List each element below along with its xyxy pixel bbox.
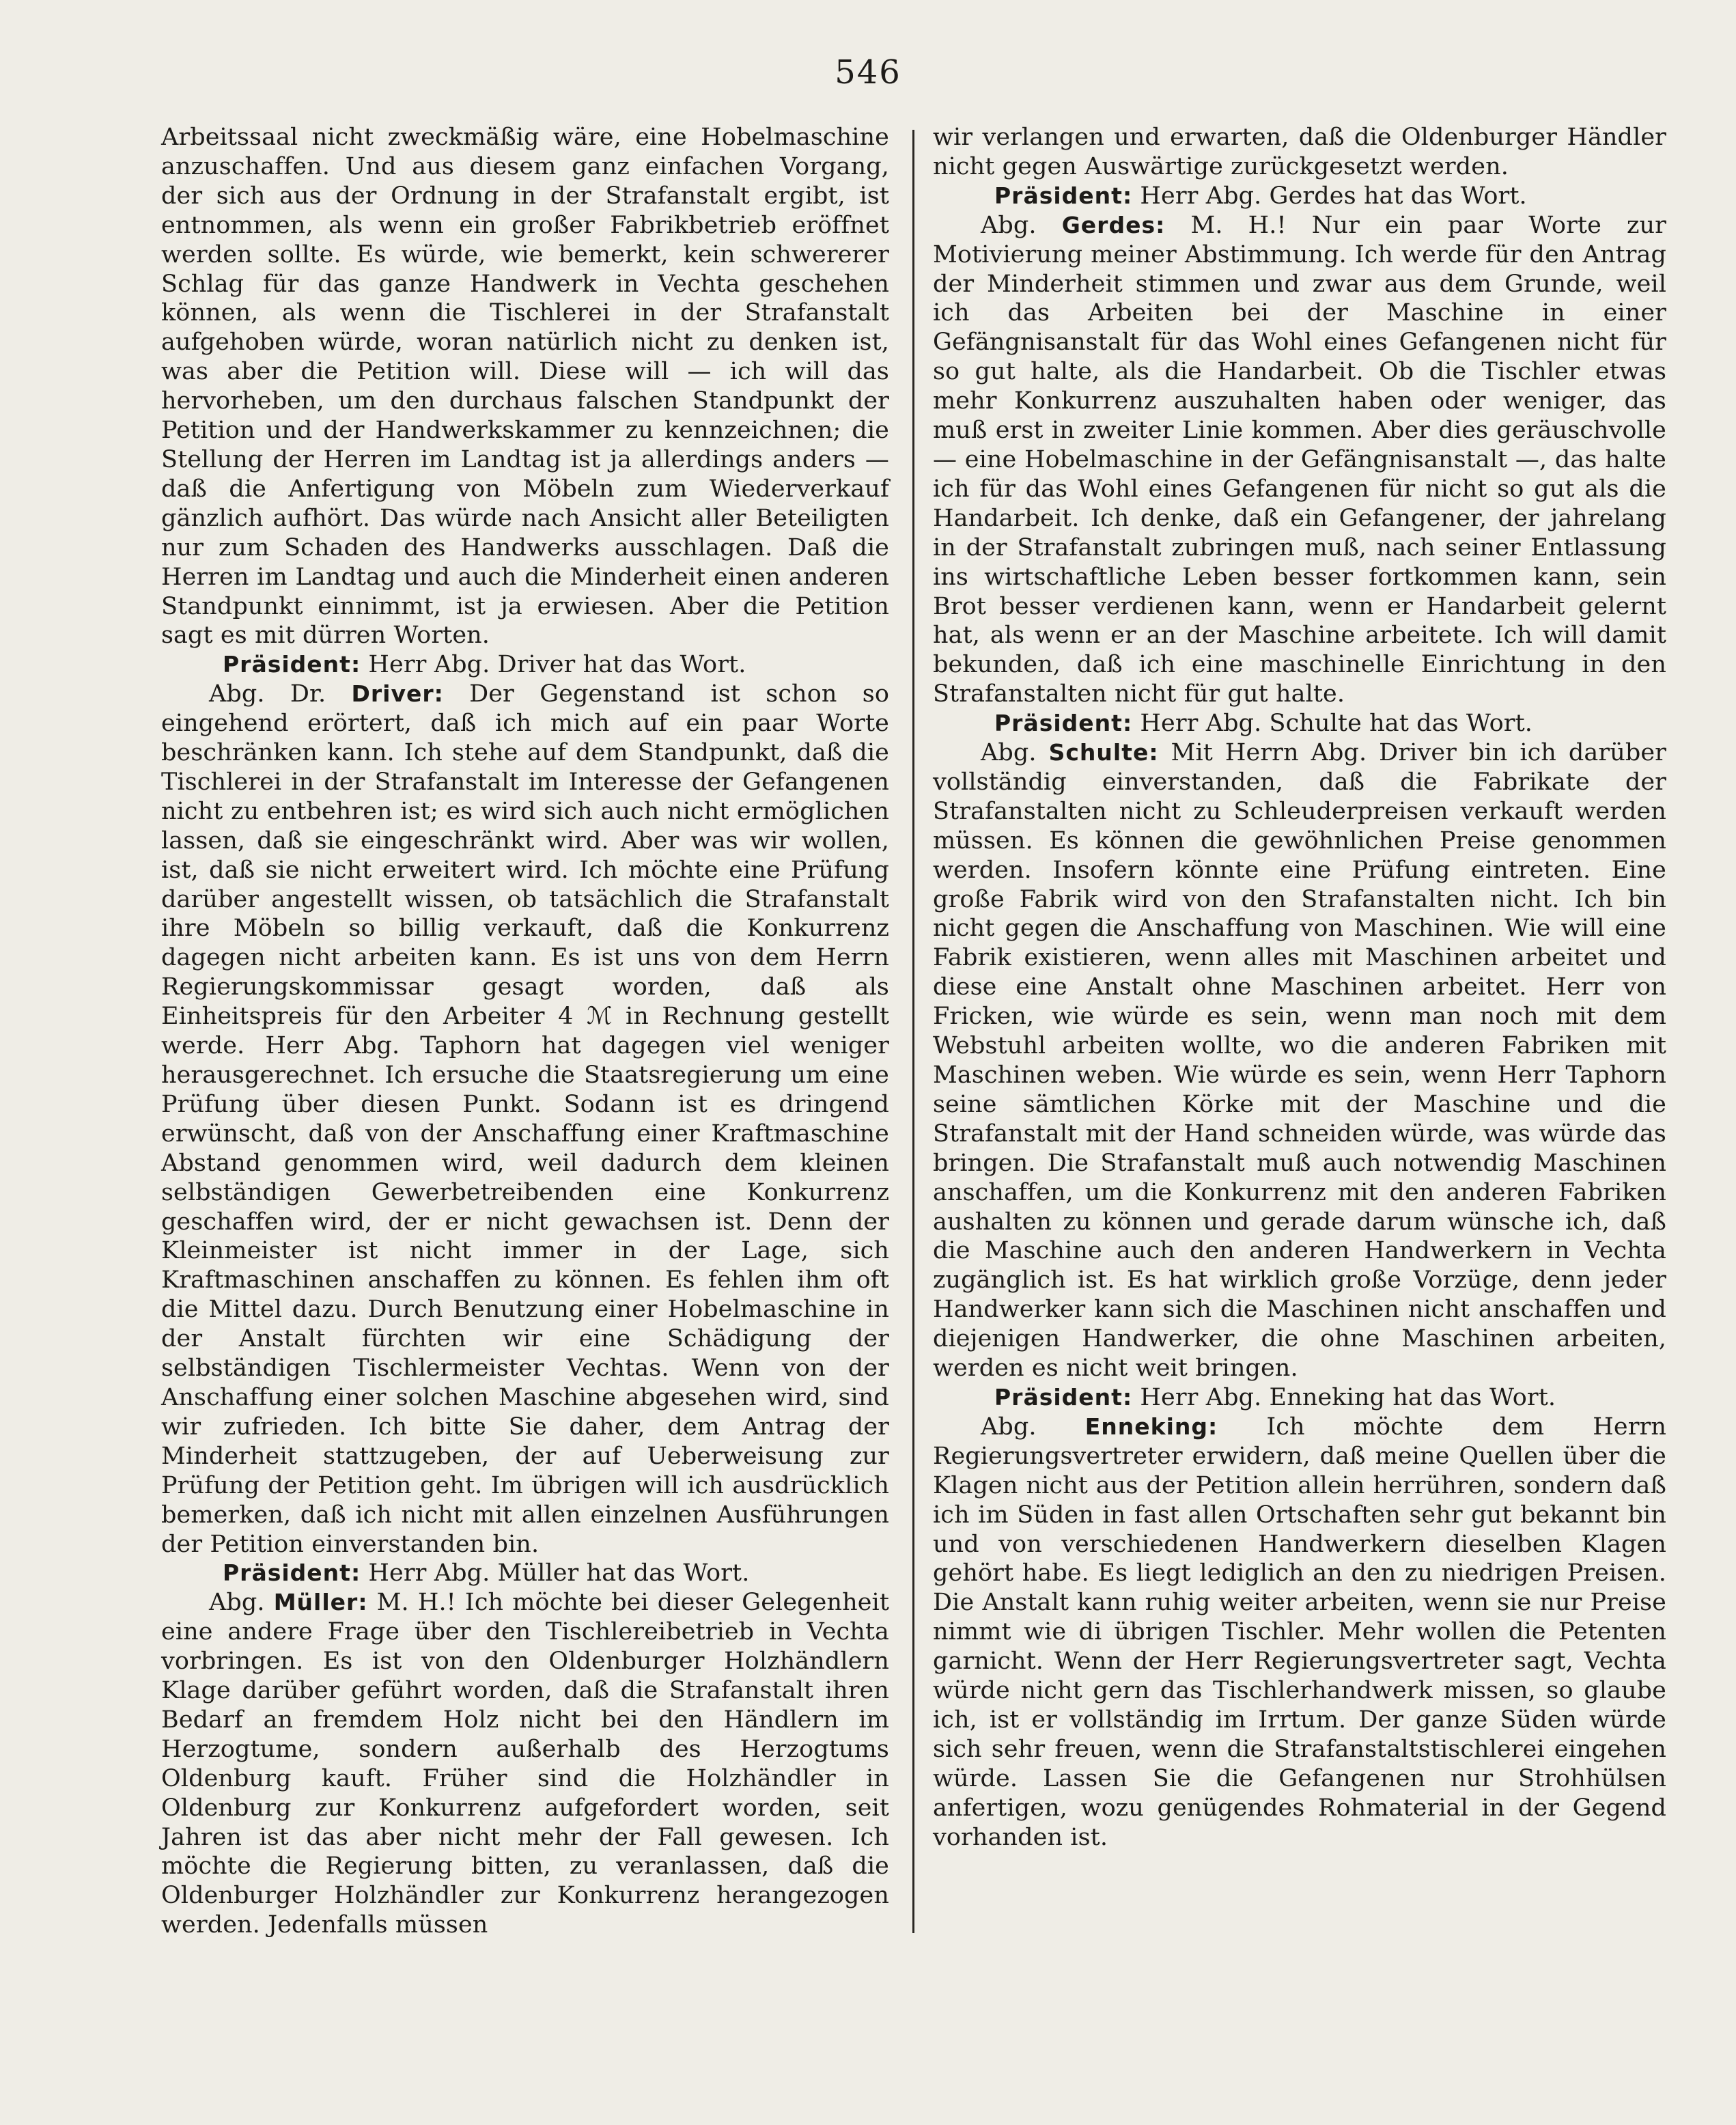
president-text: Herr Abg. Gerdes hat das Wort.: [1140, 182, 1527, 210]
speaker-prefix: Abg.: [981, 211, 1037, 239]
speaker-name: Müller:: [273, 1589, 368, 1616]
speech-text: M. H.! Nur ein paar Worte zur Motivierung meiner Abstimmung. Ich werde für den Antrag der Minderheit stimmen und zwar aus dem Grunde, weil ich das Arbeiten bei der Maschine in einer Gefängnisanstalt für das Wohl eines Gefangenen nicht für so gut halte, als die Handarbeit. Ob die Tischler etwas mehr Konkurrenz auszuhalten haben oder weniger, das muß erst in zweiter Linie kommen. Aber dies geräuschvolle — eine Hobelmaschine in der Gefängnisanstalt —, das halte ich für das Wohl eines Gefangenen für nicht so gut als die Handarbeit. Ich denke, daß ein Gefangener, der jahrelang in der Strafanstalt zubringen muß, nach seiner Entlassung ins wirtschaftliche Leben besser fortkommen kann, sein Brot besser verdienen kann, wenn er Handarbeit gelernt hat, als wenn er an der Maschine arbeitete. Ich will damit bekunden, daß ich eine maschinelle Einrichtung in den Strafanstalten nicht für gut halte.: [933, 211, 1666, 708]
president-line: [933, 1383, 1666, 1413]
speaker-name: Enneking:: [1084, 1413, 1218, 1440]
president-text: Herr Abg. Driver hat das Wort.: [368, 651, 746, 679]
speaker-name: Präsident:: [223, 651, 361, 678]
speech-paragraph: [161, 680, 889, 1559]
president-line: [933, 182, 1666, 211]
speaker-name: Präsident:: [994, 182, 1133, 209]
paragraph-continuation: wir verlangen und erwarten, daß die Oldenburger Händler nicht gegen Auswärtige zurückgesetzt werden.: [933, 124, 1666, 180]
president-line: [161, 650, 889, 680]
speaker-name: Präsident:: [994, 1383, 1133, 1411]
left-column: [161, 123, 889, 1940]
speaker-prefix: Abg.: [209, 1589, 265, 1617]
president-text: Herr Abg. Enneking hat das Wort.: [1140, 1383, 1556, 1411]
president-line: [933, 709, 1666, 738]
speaker-name: Präsident:: [223, 1559, 361, 1587]
speech-paragraph: [933, 211, 1666, 709]
president-text: Herr Abg. Müller hat das Wort.: [368, 1559, 750, 1587]
speech-paragraph: [161, 1588, 889, 1940]
page-number: 546: [835, 53, 901, 92]
speech-paragraph: [933, 738, 1666, 1383]
right-column: [933, 123, 1666, 1852]
speaker-name: Driver:: [351, 680, 444, 708]
speaker-name: Gerdes:: [1061, 211, 1166, 238]
speech-text: Ich möchte dem Herrn Regierungsvertreter erwidern, daß meine Quellen über die Klagen nicht aus der Petition allein herrühren, sondern daß ich im Süden in fast allen Ortschaften sehr gut bekannt bin und von verschiedenen Handwerkern dieselben Klagen gehört habe. Es liegt lediglich an den zu niedrigen Preisen. Die Anstalt kann ruhig weiter arbeiten, wenn sie nur Preise nimmt wie di übrigen Tischler. Mehr wollen die Petenten garnicht. Wenn der Herr Regierungsvertreter sagt, Vechta würde nicht gern das Tischlerhandwerk missen, so glaube ich, ist er vollständig im Irrtum. Der ganze Süden würde sich sehr freuen, wenn die Strafanstaltstischlerei eingehen würde. Lassen Sie die Gefangenen nur Strohhülsen anfertigen, wozu genügendes Rohmaterial in der Gegend vorhanden ist.: [933, 1413, 1667, 1851]
speaker-prefix: Abg.: [981, 739, 1037, 767]
speaker-name: Schulte:: [1048, 739, 1159, 766]
speaker-prefix: Abg. Dr.: [209, 680, 326, 708]
speech-text: M. H.! Ich möchte bei dieser Gelegenheit eine andere Frage über den Tischlereibetrieb in Vechta vorbringen. Es ist von den Oldenburger Holzhändlern Klage darüber geführt worden, daß die Strafanstalt ihren Bedarf an fremdem Holz nicht bei den Händlern im Herzogtume, sondern außerhalb des Herzogtums Oldenburg kauft. Früher sind die Holzhändler in Oldenburg zur Konkurrenz aufgefordert worden, seit Jahren ist das aber nicht mehr der Fall gewesen. Ich möchte die Regierung bitten, zu veranlassen, daß die Oldenburger Holzhändler zur Konkurrenz herangezogen werden. Jedenfalls müssen: [161, 1589, 890, 1939]
speech-text: Mit Herrn Abg. Driver bin ich darüber vollständig einverstanden, daß die Fabrikate der Strafanstalten nicht zu Schleuderpreisen verkauft werden müssen. Es können die gewöhnlichen Preise genommen werden. Insofern könnte eine Prüfung eintreten. Eine große Fabrik wird von den Strafanstalten nicht. Ich bin nicht gegen die Anschaffung von Maschinen. Wie will eine Fabrik existieren, wenn alles mit Maschinen arbeitet und diese eine Anstalt ohne Maschinen arbeitet. Herr von Fricken, wie würde es sein, wenn man noch mit dem Webstuhl arbeiten wollte, wo die anderen Fabriken mit Maschinen weben. Wie würde es sein, wenn Herr Taphorn seine sämtlichen Körke mit der Maschine und die Strafanstalt mit der Hand schneiden würde, was würde das bringen. Die Strafanstalt muß auch notwendig Maschinen anschaffen, um die Konkurrenz mit den anderen Fabriken aushalten zu können und gerade darum wünsche ich, daß die Maschine auch den anderen Handwerkern in Vechta zugänglich ist. Es hat wirklich große Vorzüge, denn jeder Handwerker kann sich die Maschinen nicht anschaffen und diejenigen Handwerker, die ohne Maschinen arbeiten, werden es nicht weit bringen.: [933, 739, 1667, 1383]
president-line: [161, 1559, 889, 1588]
speaker-prefix: Abg.: [981, 1413, 1037, 1441]
speech-paragraph: [933, 1413, 1666, 1852]
president-text: Herr Abg. Schulte hat das Wort.: [1140, 710, 1532, 738]
paragraph-continuation: Arbeitssaal nicht zweckmäßig wäre, eine Hobelmaschine anzuschaffen. Und aus diesem ganz einfachen Vorgang, der sich aus der Ordnung in der Strafanstalt ergibt, ist entnommen, als wenn ein großer Fabrikbetrieb eröffnet werden sollte. Es würde, wie bemerkt, kein schwererer Schlag für das ganze Handwerk in Vechta geschehen können, als wenn die Tischlerei in der Strafanstalt aufgehoben würde, woran natürlich nicht zu denken ist, was aber die Petition will. Diese will — ich will das hervorheben, um den durchaus falschen Standpunkt der Petition und der Handwerkskammer zu kennzeichnen; die Stellung der Herren im Landtag ist ja allerdings anders — daß die Anfertigung von Möbeln zum Wiederverkauf gänzlich aufhört. Das würde nach Ansicht aller Beteiligten nur zum Schaden des Handwerks ausschlagen. Daß die Herren im Landtag und auch die Minderheit einen anderen Standpunkt einnimmt, ist ja erwiesen. Aber die Petition sagt es mit dürren Worten.: [161, 124, 889, 650]
column-divider: [912, 130, 914, 1933]
speaker-name: Präsident:: [994, 710, 1133, 737]
speech-text: Der Gegenstand ist schon so eingehend erörtert, daß ich mich auf ein paar Worte beschränken kann. Ich stehe auf dem Standpunkt, daß die Tischlerei in der Strafanstalt im Interesse der Gefangenen nicht zu entbehren ist; es wird sich auch nicht ermöglichen lassen, daß sie eingeschränkt wird. Aber was wir wollen, ist, daß sie nicht erweitert wird. Ich möchte eine Prüfung darüber angestellt wissen, ob tatsächlich die Strafanstalt ihre Möbeln so billig verkauft, daß die Konkurrenz dagegen nicht arbeiten kann. Es ist uns von dem Herrn Regierungskommissar gesagt worden, daß als Einheitspreis für den Arbeiter 4 ℳ in Rechnung gestellt werde. Herr Abg. Taphorn hat dagegen viel weniger herausgerechnet. Ich ersuche die Staatsregierung um eine Prüfung über diesen Punkt. Sodann ist es dringend erwünscht, daß von der Anschaffung einer Kraftmaschine Abstand genommen wird, weil dadurch dem kleinen selbständigen Gewerbetreibenden eine Konkurrenz geschaffen wird, der er nicht gewachsen ist. Denn der Kleinmeister ist nicht immer in der Lage, sich Kraftmaschinen anschaffen zu können. Es fehlen ihm oft die Mittel dazu. Durch Benutzung einer Hobelmaschine in der Anstalt fürchten wir eine Schädigung der selbständigen Tischlermeister Vechtas. Wenn von der Anschaffung einer solchen Maschine abgesehen wird, sind wir zufrieden. Ich bitte Sie daher, dem Antrag der Minderheit stattzugeben, der auf Ueberweisung zur Prüfung der Petition geht. Im übrigen will ich ausdrücklich bemerken, daß ich nicht mit allen einzelnen Ausführungen der Petition einverstanden bin.: [161, 680, 889, 1558]
